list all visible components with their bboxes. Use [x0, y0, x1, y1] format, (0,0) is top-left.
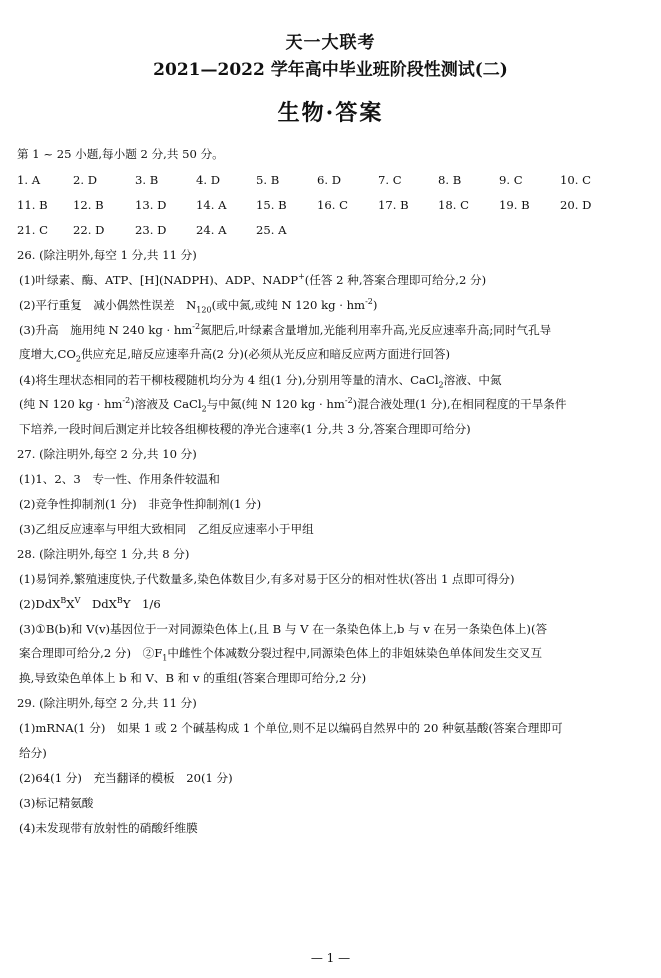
choice-answer: 5. B [256, 173, 280, 187]
choice-answer: 23. D [135, 223, 167, 237]
q28-answer-1: (1)易饲养,繁殖速度快,子代数量多,染色体数目少,有多对易于区分的相对性状(答出 1 点即可得分) [19, 572, 515, 586]
choice-answer: 20. D [560, 198, 592, 212]
choice-answer: 8. B [438, 173, 462, 187]
q26-answer-3-cont: 度增大$,CO_2$供应充足,暗反应速率升高(2 分)(必须从光反应和暗反应两方面进行回答) [19, 347, 450, 364]
q27-answer-2: (2)竞争性抑制剂(1 分) 非竞争性抑制剂(1 分) [19, 497, 262, 511]
choice-answer: 15. B [256, 198, 287, 212]
choice-answer: 25. A [256, 223, 287, 237]
q27-answer-3: (3)乙组反应速率与甲组大致相同 乙组反应速率小于甲组 [19, 522, 314, 536]
q28-answer-2: $(2)DdX^BX^V$ DdX$^B$Y 1/6 [19, 596, 161, 611]
q26-answer-4: (4)将生理状态相同的若干柳枝稷随机均分为 4 组(1 分),分别用等量的清水、CaCl$_2$溶液、中氮 [19, 373, 502, 390]
choice-answer: 16. C [317, 198, 348, 212]
choice-answer: 4. D [196, 173, 221, 187]
q28-answer-3-cont: 案合理即可给分,2 分) $②F_1$中雌性个体减数分裂过程中,同源染色体上的非姐妹染色单体间发生交叉互 [19, 646, 543, 663]
q29-heading: 29. (除注明外,每空 2 分,共 11 分) [17, 696, 197, 710]
q26-answer-1: (1)叶绿素、酶、ATP、[H](NADPH)、ADP、NADP+(任答 2 种,答案合理即可给分,2 分) [19, 272, 487, 287]
q29-answer-4: (4)未发现带有放射性的硝酸纤维膜 [19, 821, 198, 835]
q29-answer-1-cont: 给分) [19, 746, 47, 760]
q29-answer-3: (3)标记精氨酸 [19, 796, 94, 810]
choice-answer: 19. B [499, 198, 530, 212]
choice-answer: 10. C [560, 173, 591, 187]
choice-answer: 17. B [378, 198, 409, 212]
choice-answer: 3. B [135, 173, 159, 187]
choice-answer: 9. C [499, 173, 523, 187]
exam-title: 2021—2022 学年高中毕业班阶段性测试(二) [153, 60, 508, 80]
q26-heading: 26. (除注明外,每空 1 分,共 11 分) [17, 248, 197, 262]
q29-answer-1: (1)mRNA(1 分) 如果 1 或 2 个碱基构成 1 个单位,则不足以编码自然界中的 20 种氨基酸(答案合理即可 [19, 721, 563, 735]
choice-answer: 6. D [317, 173, 342, 187]
q28-heading: 28. (除注明外,每空 1 分,共 8 分) [17, 547, 190, 561]
q26-answer-2: (2)平行重复 减小偶然性误差 $N_{120}$(或中氮,或纯 N 120 kg · $hm^{-2}$) [19, 297, 378, 315]
subject-title: 生物·答案 [277, 100, 384, 126]
choice-answer: 13. D [135, 198, 167, 212]
q28-answer-3-end: 换,导致染色单体上 b 和 V、B 和 v 的重组(答案合理即可给分,2 分) [19, 671, 367, 685]
choice-answer: 24. A [196, 223, 227, 237]
choice-answer: 11. B [17, 198, 48, 212]
choice-intro: 第 1 ~ 25 小题,每小题 2 分,共 50 分。 [17, 147, 224, 161]
page-number: — 1 — [310, 951, 351, 965]
choice-answer: 22. D [73, 223, 105, 237]
q28-answer-3: (3)①B(b)和 V(v)基因位于一对同源染色体上(,且 B 与 V 在一条染色体上,b 与 v 在另一条染色体上)(答 [19, 622, 548, 636]
q29-answer-2: (2)64(1 分) 充当翻译的模板 20(1 分) [19, 771, 233, 785]
choice-answer: 14. A [196, 198, 227, 212]
choice-answer: 12. B [73, 198, 104, 212]
q26-answer-3: (3)升高 施用纯 N 240 kg · $hm^{-2}$氮肥后,叶绿素含量增加,光能利用率升高,光反应速率升高;同时气孔导 [19, 322, 552, 337]
exam-org-title: 天一大联考 [285, 33, 376, 53]
q27-answer-1: (1)1、2、3 专一性、作用条件较温和 [19, 472, 220, 486]
q26-answer-4-cont: (纯 N 120 kg · $hm^{-2}$)溶液及 CaCl$_2$与中氮(纯 N 120 kg · $hm^{-2}$)混合液处理(1 分),在相同程度的干旱条件 [19, 396, 567, 414]
choice-answer: 2. D [73, 173, 98, 187]
choice-answer: 1. A [17, 173, 41, 187]
q26-answer-4-end: 下培养,一段时间后测定并比较各组柳枝稷的净光合速率(1 分,共 3 分,答案合理即可给分) [19, 422, 471, 436]
choice-answer: 18. C [438, 198, 469, 212]
q27-heading: 27. (除注明外,每空 2 分,共 10 分) [17, 447, 197, 461]
choice-answer: 21. C [17, 223, 48, 237]
choice-answer: 7. C [378, 173, 402, 187]
